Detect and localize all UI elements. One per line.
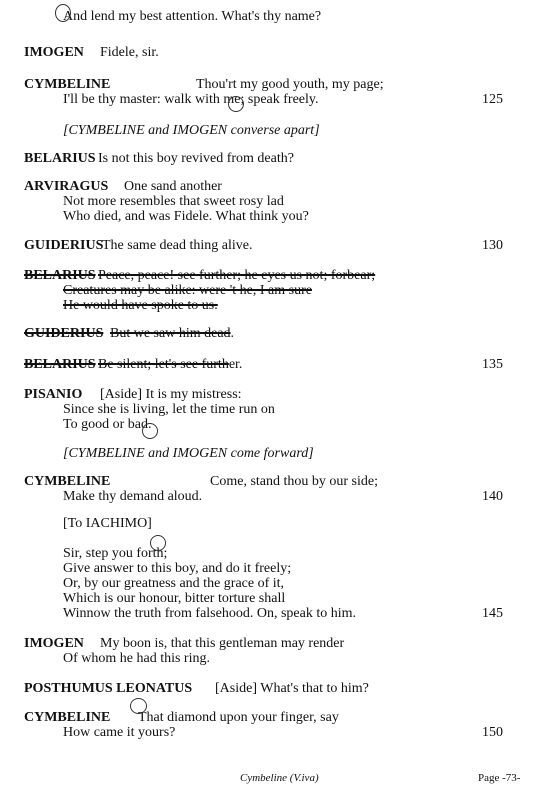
footer-title: Cymbeline (V.iva) [240,772,319,784]
line-number: 150 [482,725,503,740]
speech-line [0,236,549,256]
line-text: [CYMBELINE and IMOGEN come forward] [63,446,314,461]
line-number: 145 [482,606,503,621]
line-text: Who died, and was Fidele. What think you? [63,209,309,224]
line-text: [Aside] It is my mistress: [100,387,242,402]
struck-verse-line [0,296,549,316]
unstruck-text: . [230,326,235,341]
line-text [110,324,234,344]
line-text: Which is our honour, bitter torture shall [63,591,286,606]
line-text: Make thy demand aloud. [63,489,203,504]
handwritten-circle-mark [130,698,147,714]
line-number: 140 [482,489,503,504]
speaker-name: CYMBELINE [24,474,111,489]
line-text: He would have spoke to us. [63,298,218,313]
line-text: Come, stand thou by our side; [210,474,378,489]
line-text: Sir, step you forth; [63,546,168,561]
handwritten-circle-mark [142,423,158,439]
speaker-name: BELARIUS [24,357,96,372]
verse-line [0,90,549,110]
handwritten-circle-mark [55,4,71,22]
speaker-name: BELARIUS [24,268,96,283]
line-text: [Aside] What's that to him? [215,681,369,696]
speaker-name: CYMBELINE [24,77,111,92]
line-text: Is not this boy revived from death? [98,151,294,166]
speaker-name: PISANIO [24,387,83,402]
stage-direction [0,514,549,534]
line-text: That diamond upon your finger, say [138,710,339,725]
speaker-name: GUIDERIUS [24,238,104,253]
line-text: [To IACHIMO] [63,516,152,531]
stage-direction [0,444,549,464]
speaker-name: IMOGEN [24,45,84,60]
speaker-name: POSTHUMUS LEONATUS [24,681,193,696]
speaker-name: IMOGEN [24,636,84,651]
struck-speech-line [0,324,549,344]
speaker-name: BELARIUS [24,151,96,166]
line-text: One sand another [124,179,222,194]
page-number: Page -73- [478,772,521,784]
verse-line [0,723,549,743]
line-text: I'll be thy master: walk with me; speak freely. [63,92,319,107]
speaker-name: CYMBELINE [24,710,111,725]
line-text: Of whom he had this ring. [63,651,210,666]
line-text: Peace, peace! see further; he eyes us not; forbear; [98,268,376,283]
handwritten-circle-mark [228,96,244,112]
speaker-name: GUIDERIUS [24,326,104,341]
struck-text: But we saw him dead [110,326,231,341]
line-number: 130 [482,238,503,253]
speech-line [0,149,549,169]
verse-line [0,207,549,227]
line-text: My boon is, that this gentleman may render [100,636,345,651]
line-text: And lend my best attention. What's thy name? [63,9,322,24]
line-text: Thou'rt my good youth, my page; [196,77,384,92]
verse-line [0,7,549,27]
speaker-name: ARVIRAGUS [24,179,109,194]
speech-line [0,679,549,699]
stage-direction [0,121,549,141]
struck-text: Be silent; let's see furth [98,357,229,372]
line-text: Not more resembles that sweet rosy lad [63,194,284,209]
struck-speech-line [0,355,549,375]
verse-line [0,604,549,624]
line-text: To good or bad. [63,417,152,432]
verse-line [0,649,549,669]
line-text: Fidele, sir. [100,45,159,60]
line-text: Give answer to this boy, and do it freely; [63,561,292,576]
line-text [98,355,242,375]
line-number: 135 [482,357,503,372]
line-number: 125 [482,92,503,107]
line-text: Winnow the truth from falsehood. On, speak to him. [63,606,356,621]
line-text: The same dead thing alive. [102,238,253,253]
unstruck-text: er. [228,357,243,372]
verse-line [0,487,549,507]
speech-line [0,43,549,63]
page-footer [0,768,549,788]
handwritten-circle-mark [150,535,166,551]
line-text: Or, by our greatness and the grace of it, [63,576,285,591]
verse-line [0,415,549,435]
line-text: Creatures may be alike: were 't he, I am sure [63,283,312,298]
line-text: How came it yours? [63,725,176,740]
line-text: [CYMBELINE and IMOGEN converse apart] [63,123,320,138]
line-text: Since she is living, let the time run on [63,402,275,417]
